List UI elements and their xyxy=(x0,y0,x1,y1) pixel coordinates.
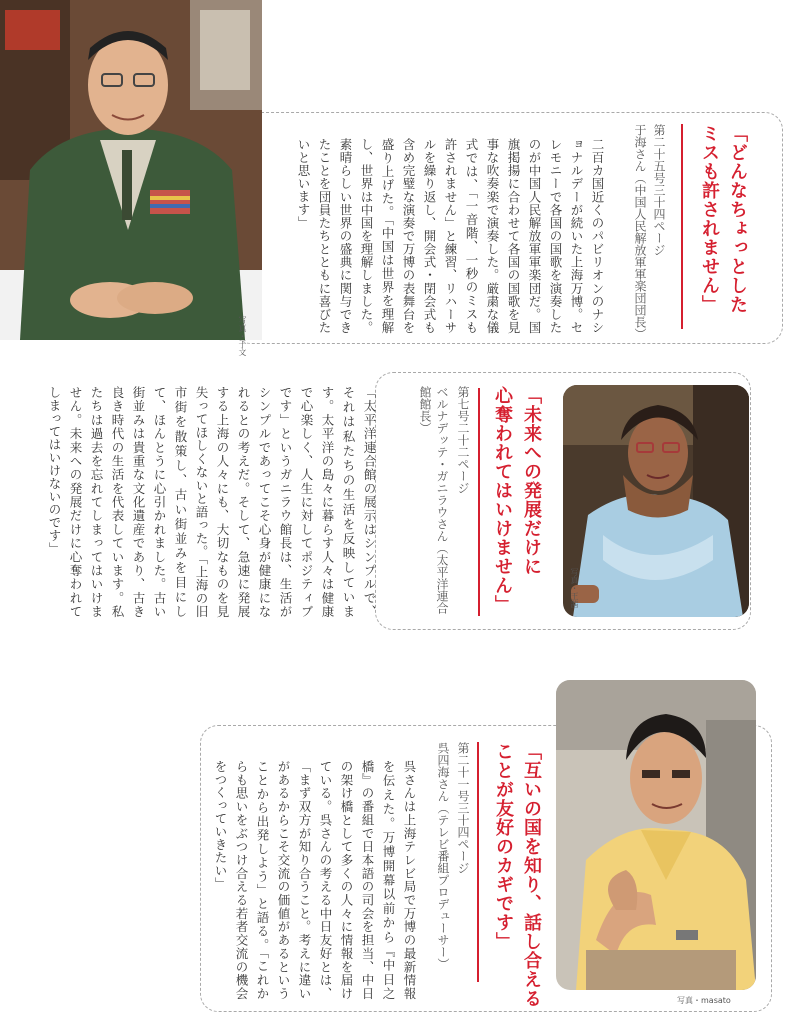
article-reference-yu-hai: 第二十五号三十四ページ xyxy=(652,124,666,256)
headline-wu-sihai-line-2: ことが友好のカギです」 xyxy=(493,742,514,951)
headline-yu-hai-line-1: 「どんなちょっとした xyxy=(727,124,748,314)
photo-ganilau xyxy=(563,385,749,617)
article-reference-ganilau: 第七号二十二ページ xyxy=(456,386,470,494)
headline-ganilau-line-2: 心奪われてはいけません」 xyxy=(492,386,513,614)
photo-credit-ganilau: 写真・王茜 xyxy=(570,568,579,608)
headline-divider-yu-hai xyxy=(681,124,683,329)
headline-yu-hai-line-2: ミスも許されません」 xyxy=(699,124,720,314)
article-reference-wu-sihai: 第二十一号三十四ページ xyxy=(456,742,470,874)
person-name-ganilau: ベルナデッテ・ガニラウさん（太平洋連合館館長） xyxy=(418,386,449,614)
article-body-ganilau: 「太平洋連合館の展示はシンプルで、それは私たちの生活を反映しています。太平洋の島々に暮らす人々は健康で心楽しく、人生に対してポジティブです」というガニラウ館長は、生活がシンプルであってこそ心身が健康になれるとの考えだ。そして、急速に発展する上海の人々にも、大切なものを見失ってほしくないと語った。「上海の旧市街を散策し、古い街並みを目にして、ほんとうに心引かれました。古い街並みは貴重な文化遺産であり、古き良き時代の生活を代表しています。私たちは過去を忘れてしまってはいけません。未来への発展だけに心奪われてしまってはいけないのです」 xyxy=(47,386,377,618)
headline-divider-wu-sihai xyxy=(477,742,479,982)
headline-ganilau-line-1: 「未来への発展だけに xyxy=(521,386,542,576)
headline-wu-sihai-line-1: 「互いの国を知り、話し合える xyxy=(521,742,542,1008)
person-name-yu-hai: 于海さん（中国人民解放軍軍楽団団長） xyxy=(633,124,647,340)
photo-wu-sihai xyxy=(556,680,756,990)
article-body-wu-sihai: 呉さんは上海テレビ局で万博の最新情報を伝えた。万博開幕以前から『中日之橋』の番組で日本語の司会を担当、中日の架け橋として多くの人々に情報を届けている。呉さんの考える中日友好とは、「まず双方が知り合うこと。考えに違いがあるからこそ交流の価値があるということから出発しよう」と語る。「これからも思いをぶつけ合える若者交流の機会をつくっていきたい」 xyxy=(213,760,417,1000)
article-body-yu-hai: 二百カ国近くのパビリオンのナショナルデーが続いた上海万博。セレモニーで各国の国歌を演奏したのが中国人民解放軍軍楽団だ。国旗掲揚に合わせて各国の国歌を見事な吹奏楽で演奏した。厳粛な儀式では、「一音階、一秒のミスも許されません」と練習、リハーサルを繰り返し、開会式・閉会式も含め完璧な演奏で万博の表舞台を盛り上げた。「中国は世界を理解し、世界は中国を理解しました。素晴らしい世界の盛典に関与できたことを団員たちとともに喜びたいと思います」 xyxy=(296,138,605,334)
headline-divider-ganilau xyxy=(478,388,480,616)
photo-credit-yu-hai: 写真・于文 xyxy=(238,316,247,356)
person-name-wu-sihai: 呉四海さん（テレビ番組プロデューサー） xyxy=(436,742,450,970)
photo-yu-hai xyxy=(0,0,262,340)
photo-credit-wu-sihai: 写真・masato xyxy=(677,996,731,1005)
